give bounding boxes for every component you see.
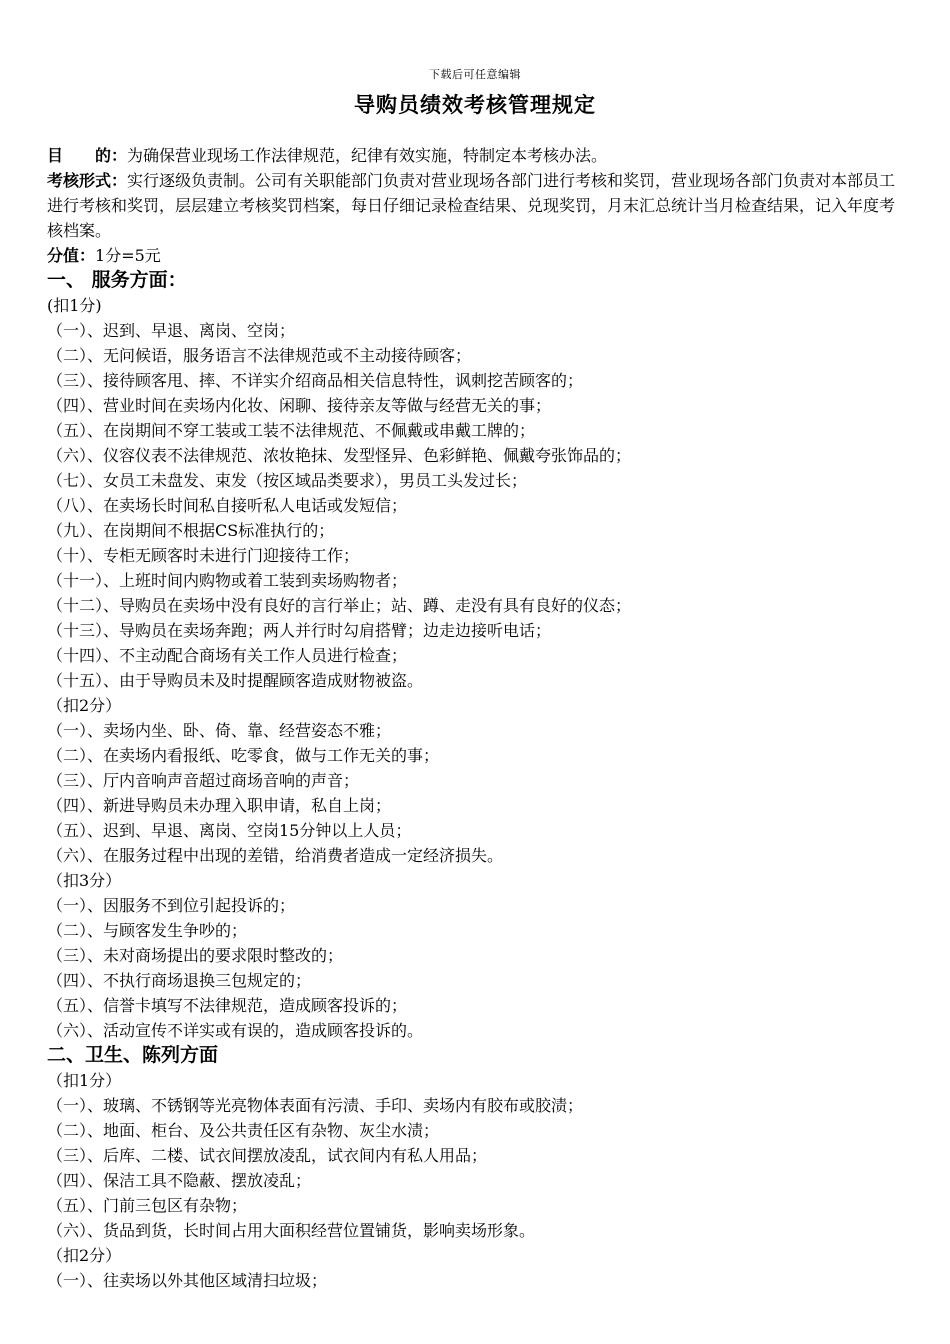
rule-item: （二）、与顾客发生争吵的； [47, 921, 248, 940]
rule-item: （十三）、导购员在卖场奔跑；两人并行时勾肩搭臂；边走边接听电话； [47, 621, 552, 640]
rule-item: （二）、在卖场内看报纸、吃零食，做与工作无关的事； [47, 746, 440, 765]
rule-item: （二）、无问候语，服务语言不法律规范或不主动接待顾客； [47, 346, 472, 365]
rule-item: （四）、不执行商场退换三包规定的； [47, 971, 312, 990]
rule-item: （一）、因服务不到位引起投诉的； [47, 896, 296, 915]
document-title: 导购员绩效考核管理规定 [354, 93, 596, 117]
rule-item: （十五）、由于导购员未及时提醒顾客造成财物被盗。 [47, 671, 424, 690]
rule-item: （六）、在服务过程中出现的差错，给消费者造成一定经济损失。 [47, 846, 504, 865]
rule-item: （一）、往卖场以外其他区域清扫垃圾； [47, 1271, 328, 1290]
rule-item: （五）、在岗期间不穿工装或工装不法律规范、不佩戴或串戴工牌的； [47, 421, 536, 440]
rule-item: （六）、仪容仪表不法律规范、浓妆艳抹、发型怪异、色彩鲜艳、佩戴夸张饰品的； [47, 446, 632, 465]
rule-item: （一）、迟到、早退、离岗、空岗； [47, 321, 296, 340]
score-line [47, 243, 909, 268]
deduction-group-label: （扣3分） [47, 871, 122, 890]
rule-item: （一）、玻璃、不锈钢等光亮物体表面有污渍、手印、卖场内有胶布或胶渍； [47, 1096, 584, 1115]
section-heading: 一、 服务方面： [47, 269, 187, 291]
rule-item: （六）、活动宣传不详实或有误的，造成顾客投诉的。 [47, 1021, 424, 1040]
section-heading: 二、卫生、陈列方面 [47, 1044, 219, 1066]
rule-item: （五）、迟到、早退、离岗、空岗15分钟以上人员； [47, 821, 412, 840]
rule-item: （四）、保洁工具不隐蔽、摆放凌乱； [47, 1171, 312, 1190]
rule-item: （一）、卖场内坐、卧、倚、靠、经营姿态不雅； [47, 721, 392, 740]
deduction-group-label: （扣2分） [47, 696, 122, 715]
rule-item: （四）、营业时间在卖场内化妆、闲聊、接待亲友等做与经营无关的事； [47, 396, 552, 415]
score-text: 1分=5元 [95, 246, 161, 265]
rule-item: （八）、在卖场长时间私自接听私人电话或发短信； [47, 496, 408, 515]
deduction-group-label: （扣1分） [47, 1071, 122, 1090]
rule-item: （五）、门前三包区有杂物； [47, 1196, 248, 1215]
purpose-text: 为确保营业现场工作法律规范，纪律有效实施，特制定本考核办法。 [127, 146, 608, 165]
rule-item: （十二）、导购员在卖场中没有良好的言行举止；站、蹲、走没有具有良好的仪态； [47, 596, 632, 615]
rule-item: （十四）、不主动配合商场有关工作人员进行检查； [47, 646, 408, 665]
rule-item: （三）、接待顾客甩、摔、不详实介绍商品相关信息特性，讽刺挖苦顾客的； [47, 371, 584, 390]
form-text: 实行逐级负责制。公司有关职能部门负责对营业现场各部门进行考核和奖罚，营业现场各部门负责对本部员工进行考核和奖罚，层层建立考核奖罚档案，每日仔细记录检查结果、兑现奖罚，月末汇总统计当月检查结果，记入年度考核档案。 [47, 171, 896, 240]
rule-item: （三）、后库、二楼、试衣间摆放凌乱，试衣间内有私人用品； [47, 1146, 488, 1165]
rule-item: （二）、地面、柜台、及公共责任区有杂物、灰尘水渍； [47, 1121, 440, 1140]
deduction-group-label: （扣2分） [47, 1246, 122, 1265]
rule-item: （六）、货品到货，长时间占用大面积经营位置铺货，影响卖场形象。 [47, 1221, 536, 1240]
score-label: 分值： [47, 246, 96, 265]
form-paragraph [47, 168, 909, 243]
rule-item: （四）、新进导购员未办理入职申请，私自上岗； [47, 796, 392, 815]
document-body [47, 143, 909, 1293]
purpose-line [47, 143, 909, 168]
rule-item: （十一）、上班时间内购物或着工装到卖场购物者； [47, 571, 408, 590]
purpose-label: 目 的： [47, 146, 128, 165]
rule-item: （十）、专柜无顾客时未进行门迎接待工作； [47, 546, 360, 565]
rule-item: （七）、女员工未盘发、束发（按区域品类要求），男员工头发过长； [47, 471, 528, 490]
header-note: 下载后可任意编辑 [429, 68, 521, 81]
sections-container [47, 268, 909, 1293]
deduction-group-label: (扣1分) [47, 296, 102, 315]
rule-item: （三）、未对商场提出的要求限时整改的； [47, 946, 344, 965]
form-label: 考核形式： [47, 171, 128, 190]
rule-item: （五）、信誉卡填写不法律规范，造成顾客投诉的； [47, 996, 408, 1015]
rule-item: （九）、在岗期间不根据CS标准执行的； [47, 521, 335, 540]
rule-item: （三）、厅内音响声音超过商场音响的声音； [47, 771, 360, 790]
